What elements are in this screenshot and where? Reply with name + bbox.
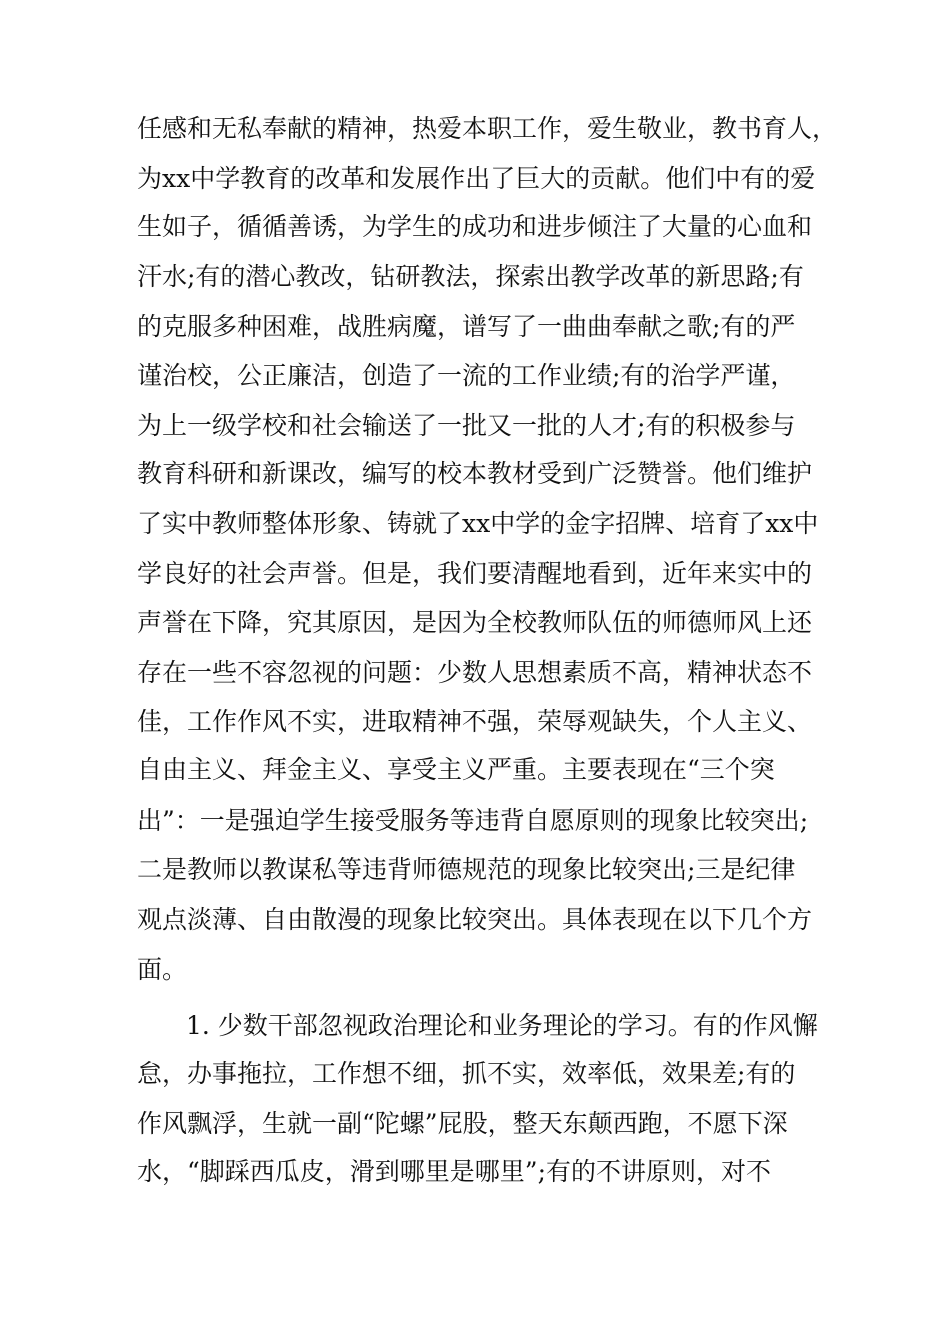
paragraph-line: 教育科研和新课改，编写的校本教材受到广泛赞誉。他们维护 <box>137 459 813 488</box>
paragraph-line: 面。 <box>137 955 188 984</box>
paragraph-line: 出”：一是强迫学生接受服务等违背自愿原则的现象比较突出; <box>137 806 809 835</box>
paragraph-line: 作风飘浮，生就一副“陀螺”屁股，整天东颠西跑，不愿下深 <box>137 1109 788 1138</box>
paragraph-line: 生如子，循循善诱，为学生的成功和进步倾注了大量的心血和 <box>137 212 813 241</box>
paragraph-line: 声誉在下降，究其原因，是因为全校教师队伍的师德师风上还 <box>137 608 813 637</box>
paragraph-line: 为上一级学校和社会输送了一批又一批的人才;有的积极参与 <box>137 411 796 440</box>
paragraph-line: 二是教师以教谋私等违背师德规范的现象比较突出;三是纪律 <box>137 855 796 884</box>
paragraph-line: 的克服多种困难，战胜病魔，谱写了一曲曲奉献之歌;有的严 <box>137 312 796 341</box>
paragraph-line: 存在一些不容忽视的问题：少数人思想素质不高，精神状态不 <box>137 658 813 687</box>
paragraph-line: 水，“脚踩西瓜皮，滑到哪里是哪里”;有的不讲原则，对不 <box>137 1157 771 1186</box>
paragraph-line: 了实中教师整体形象、铸就了xx中学的金字招牌、培育了xx中 <box>137 509 819 538</box>
numbered-item-line: 1. 少数干部忽视政治理论和业务理论的学习。有的作风懈 <box>186 1011 818 1040</box>
paragraph-line: 谨治校，公正廉洁，创造了一流的工作业绩;有的治学严谨， <box>137 361 796 390</box>
paragraph-line: 观点淡薄、自由散漫的现象比较突出。具体表现在以下几个方 <box>137 905 813 934</box>
paragraph-line: 怠，办事拖拉，工作想不细，抓不实，效率低，效果差;有的 <box>137 1059 796 1088</box>
paragraph-line: 汗水;有的潜心教改，钻研教法，探索出教学改革的新思路;有 <box>137 262 804 291</box>
paragraph-line: 学良好的社会声誉。但是，我们要清醒地看到，近年来实中的 <box>137 559 813 588</box>
paragraph-line: 为xx中学教育的改革和发展作出了巨大的贡献。他们中有的爱 <box>137 164 816 193</box>
paragraph-line: 自由主义、拜金主义、享受主义严重。主要表现在“三个突 <box>137 755 775 784</box>
paragraph-line: 佳，工作作风不实，进取精神不强，荣辱观缺失，个人主义、 <box>137 707 813 736</box>
paragraph-line: 任感和无私奉献的精神，热爱本职工作，爱生敬业，教书育人， <box>137 114 838 143</box>
